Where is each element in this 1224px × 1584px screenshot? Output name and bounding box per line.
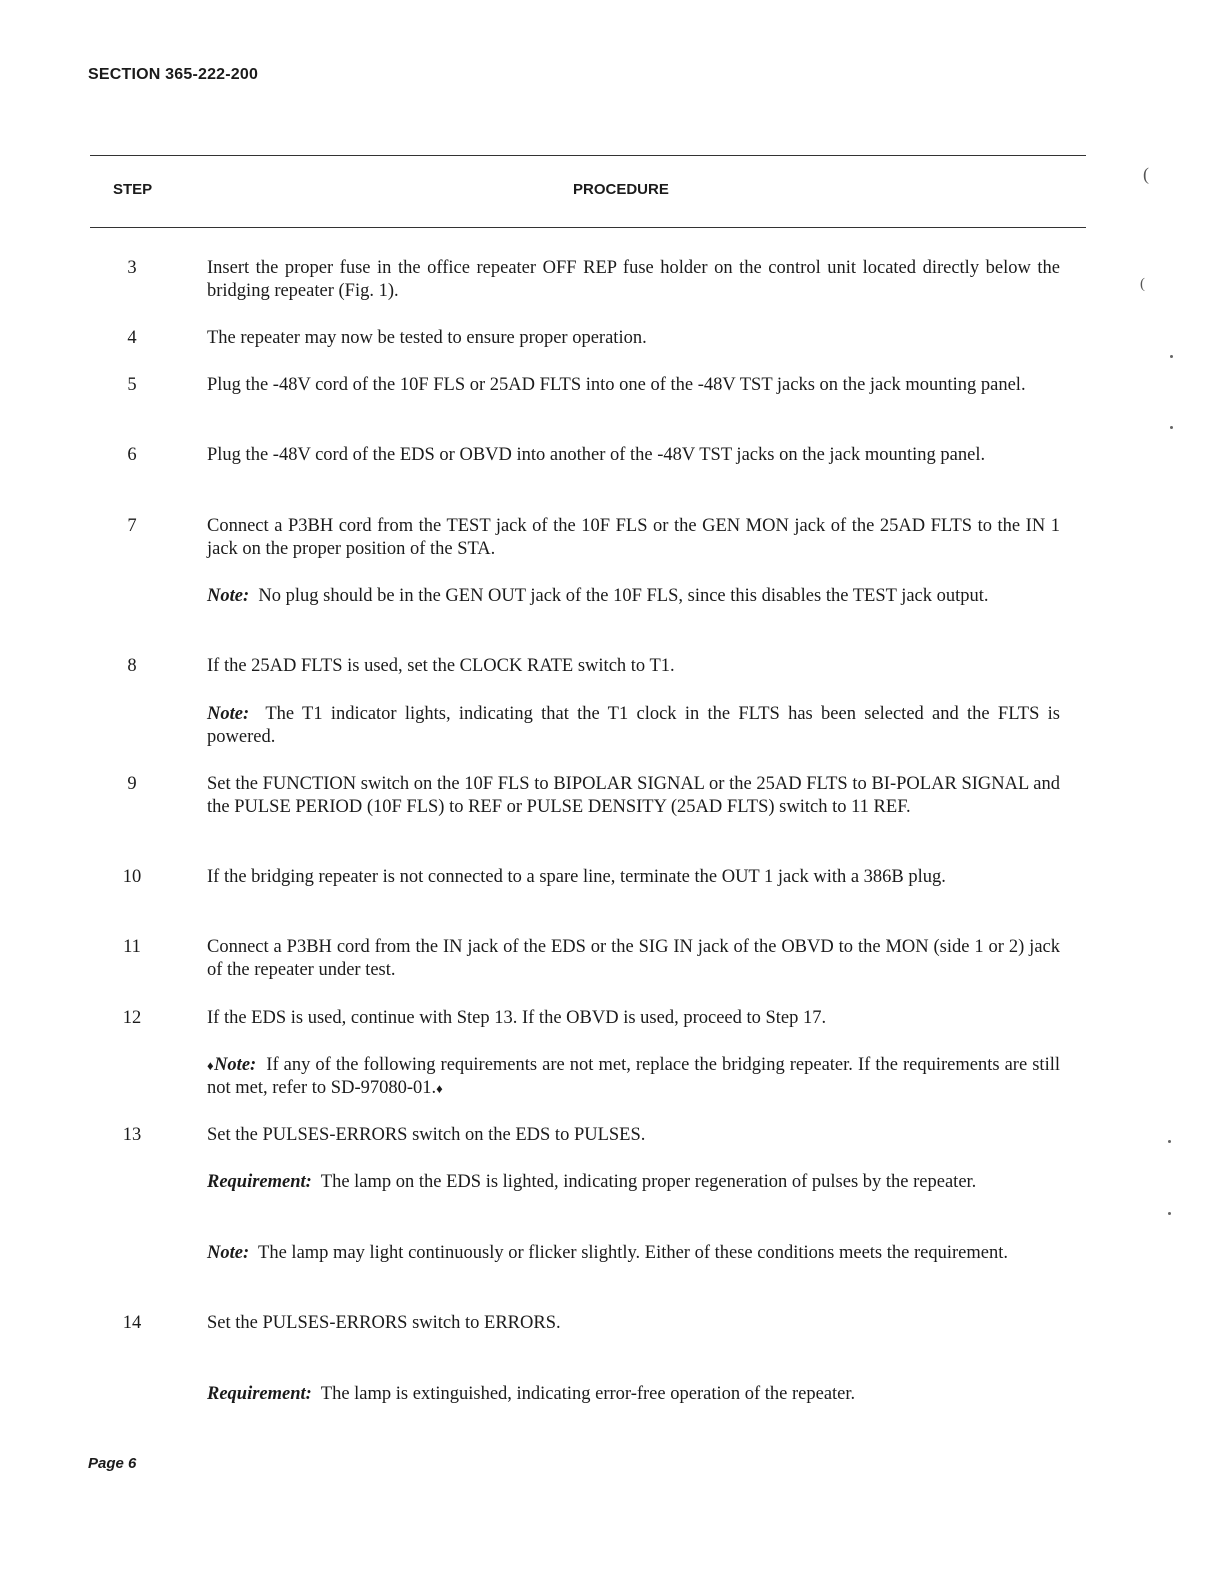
note-text <box>207 1054 1060 1100</box>
column-header-step: STEP <box>113 181 153 198</box>
step-text: If the 25AD FLTS is used, set the CLOCK RATE switch to T1. <box>207 656 675 676</box>
column-header-procedure: PROCEDURE <box>573 181 669 198</box>
requirement-text <box>207 1171 1060 1194</box>
note-label: Note: <box>207 1243 250 1263</box>
note-body: The lamp may light continuously or flicker slightly. Either of these conditions meets the requirement. <box>258 1243 1008 1263</box>
step-number: 11 <box>123 937 141 957</box>
change-marker-close: ♦ <box>436 1081 443 1096</box>
step-text: Plug the -48V cord of the 10F FLS or 25AD FLTS into one of the -48V TST jacks on the jack mounting panel. <box>207 375 1026 395</box>
note-text <box>207 585 1060 608</box>
page-number: Page 6 <box>88 1455 137 1472</box>
note-body: No plug should be in the GEN OUT jack of the 10F FLS, since this disables the TEST jack output. <box>258 586 989 606</box>
requirement-body: The lamp on the EDS is lighted, indicating proper regeneration of pulses by the repeater. <box>320 1172 977 1192</box>
requirement-text <box>207 1383 1060 1406</box>
step-text: If the EDS is used, continue with Step 13. If the OBVD is used, proceed to Step 17. <box>207 1008 827 1028</box>
margin-dot <box>1168 1140 1171 1143</box>
change-marker-open: ♦ <box>207 1058 215 1073</box>
step-number: 8 <box>127 656 137 676</box>
note-text <box>207 703 1060 749</box>
requirement-body: The lamp is extinguished, indicating error-free operation of the repeater. <box>320 1384 856 1404</box>
requirement-label: Requirement: <box>207 1384 312 1404</box>
requirement-label: Requirement: <box>207 1172 312 1192</box>
step-number: 7 <box>127 516 137 536</box>
step-text: Set the PULSES-ERRORS switch to ERRORS. <box>207 1313 561 1333</box>
note-label: Note: <box>214 1055 257 1075</box>
margin-dot <box>1170 426 1173 429</box>
step-number: 13 <box>122 1125 142 1145</box>
step-number: 5 <box>127 375 137 395</box>
step-text: Set the PULSES-ERRORS switch on the EDS to PULSES. <box>207 1125 646 1145</box>
step-number: 9 <box>127 774 137 794</box>
step-number: 14 <box>122 1313 142 1333</box>
step-number: 12 <box>122 1008 142 1028</box>
step-text: Insert the proper fuse in the office repeater OFF REP fuse holder on the control unit located directly below the bridging repeater (Fig. 1). <box>207 258 1060 301</box>
step-text: Set the FUNCTION switch on the 10F FLS to BIPOLAR SIGNAL or the 25AD FLTS to BI-POLAR SIGNAL and the PULSE PERIOD (10F FLS) to REF or PULSE DENSITY (25AD FLTS) switch to 11 REF. <box>207 774 1060 817</box>
margin-dot <box>1170 355 1173 358</box>
note-label: Note: <box>207 704 250 724</box>
note-body: If any of the following requirements are not met, replace the bridging repeater. If the requirements are still not met, refer to SD-97080-01. <box>207 1055 1060 1098</box>
table-header-rule <box>90 227 1086 228</box>
step-text: Plug the -48V cord of the EDS or OBVD into another of the -48V TST jacks on the jack mounting panel. <box>207 445 986 465</box>
step-number: 10 <box>122 867 142 887</box>
margin-paren-mark: ( <box>1143 164 1149 184</box>
step-text: Connect a P3BH cord from the IN jack of the EDS or the SIG IN jack of the OBVD to the MON (side 1 or 2) jack of the repeater under test. <box>207 937 1060 980</box>
note-body: The T1 indicator lights, indicating that the T1 clock in the FLTS has been selected and the FLTS is powered. <box>207 704 1060 747</box>
margin-paren-mark: ( <box>1140 276 1145 292</box>
margin-dot <box>1168 1212 1171 1215</box>
section-header: SECTION 365-222-200 <box>88 66 259 83</box>
step-text: The repeater may now be tested to ensure proper operation. <box>207 328 647 348</box>
note-text <box>207 1242 1060 1265</box>
step-number: 4 <box>127 328 137 348</box>
note-label: Note: <box>207 586 250 606</box>
step-text: If the bridging repeater is not connected to a spare line, terminate the OUT 1 jack with a 386B plug. <box>207 867 946 887</box>
step-number: 6 <box>127 445 137 465</box>
table-top-rule <box>90 155 1086 156</box>
step-number: 3 <box>127 258 137 278</box>
step-text: Connect a P3BH cord from the TEST jack of the 10F FLS or the GEN MON jack of the 25AD FLTS to the IN 1 jack on the proper position of the STA. <box>207 516 1060 559</box>
